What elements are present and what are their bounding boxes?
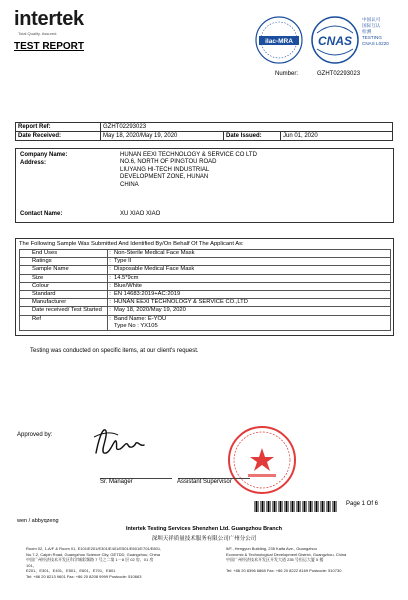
report-ref-table [15, 122, 393, 141]
barcode-bar [328, 501, 330, 512]
sample-intro: The Following Sample Was Submitted And Identified By/On Behalf Of The Applicant As: [19, 241, 244, 247]
sample-key: Standard [20, 290, 108, 298]
barcode-bar [322, 501, 324, 512]
barcode-bar [278, 501, 279, 512]
barcode-bar [332, 501, 333, 512]
barcode-bar [314, 501, 315, 512]
company-box [15, 148, 394, 223]
barcode-bar [296, 501, 297, 512]
barcode-bar [320, 501, 321, 512]
date-received-value: May 18, 2020/May 19, 2020 [101, 132, 224, 141]
table-row: Manufacturer : HUNAN EEXI TECHNOLOGY & SERVICE CO.,LTD [20, 299, 391, 307]
barcode-bar [326, 501, 327, 512]
logo-tagline: Total Quality. Assured. [18, 31, 58, 36]
table-row: Colour : Blue/White [20, 282, 391, 290]
sample-value: May 18, 2020/May 19, 2020 [112, 307, 391, 315]
barcode-bar [268, 501, 270, 512]
ilac-mra-logo [254, 15, 304, 65]
date-issued-label: Date Issued: [224, 132, 281, 141]
barcode-bar [290, 501, 291, 512]
address-line: LIUYANG HI-TECH INDUSTRIAL [120, 166, 210, 173]
barcode-bar [274, 501, 276, 512]
sample-key: Sample Name [20, 266, 108, 274]
barcode-bar [264, 501, 265, 512]
contact-name-value: XU XIAO XIAO [120, 211, 161, 217]
barcode-bar [270, 501, 271, 512]
cnas-caption [362, 17, 389, 47]
barcode-bar [312, 501, 313, 512]
ref-line: Type No : YX105 [114, 322, 158, 329]
date-received-label: Date Received: [16, 132, 101, 141]
barcode-bar [310, 501, 312, 512]
sample-key: End Uses [20, 250, 108, 258]
report-ref-value: GZHT02293023 [101, 123, 393, 132]
footer-company-en: Intertek Testing Services Shenzhen Ltd. Guangzhou Branch [125, 526, 283, 532]
barcode-bar [260, 501, 261, 512]
sample-box [15, 238, 394, 336]
assistant-supervisor-label: Assistant Supervisor [177, 479, 232, 485]
footer-line: Tel: +86 20 8213 9601 Fax: +86 20 8208 9999 Postcode: 510663 [26, 573, 142, 579]
signature-image [90, 425, 150, 460]
company-name-value: HUNAN EEXI TECHNOLOGY & SERVICE CO LTD [120, 152, 257, 158]
table-row: Standard : EN 14683:2019+AC:2019 [20, 290, 391, 298]
barcode-bar [292, 501, 294, 512]
sample-value: Non-Sterile Medical Face Mask [112, 250, 391, 258]
ref-line: Band Name: E-YOU [114, 315, 167, 322]
barcode-bar [308, 501, 309, 512]
barcode-bar [254, 501, 255, 512]
sample-table [19, 249, 391, 331]
cnas-text: CNAS [317, 34, 353, 48]
address-line: NO.6, NORTH OF PINGTOU ROAD [120, 159, 217, 166]
barcode [254, 499, 338, 510]
footer-line: 101、 [26, 562, 37, 568]
sample-key: Colour [20, 282, 108, 290]
intertek-logo: intertek [14, 8, 84, 30]
company-name-label: Company Name: [20, 152, 68, 158]
barcode-bar [304, 501, 306, 512]
sample-key: Size [20, 274, 108, 282]
sample-key: Ref [20, 315, 108, 330]
date-issued-value: Jun 01, 2020 [281, 132, 393, 141]
sample-value: Blue/White [112, 282, 391, 290]
footer-line: Room 02, 1-A/F & Room 01, E101/E201/E301/E401/E501/E601/E701/E801, [26, 546, 162, 551]
company-seal-stamp [226, 424, 298, 496]
table-row: Sample Name : Disposable Medical Face Mask [20, 266, 391, 274]
address-line: CHINA [120, 181, 139, 188]
barcode-bar [266, 501, 267, 512]
cnas-caption-line: 检测 [362, 29, 372, 34]
barcode-bar [324, 501, 325, 512]
barcode-bar [298, 501, 300, 512]
barcode-bar [272, 501, 273, 512]
barcode-bar [286, 501, 288, 512]
barcode-bar [294, 501, 295, 512]
table-row: End Uses : Non-Sterile Medical Face Mask [20, 250, 391, 258]
table-row: Date received/ Test Started : May 18, 2020/May 19, 2020 [20, 307, 391, 315]
sample-value: Type II [112, 258, 391, 266]
approved-by-label: Approved by: [17, 432, 53, 438]
sample-value: Disposable Medical Face Mask [112, 266, 391, 274]
sr-manager-label: Sr. Manager [100, 479, 133, 485]
barcode-bar [262, 501, 264, 512]
address-label: Address: [20, 160, 47, 166]
sample-value: HUNAN EEXI TECHNOLOGY & SERVICE CO.,LTD [112, 299, 391, 307]
sample-value: EN 14683:2019+AC:2019 [112, 290, 391, 298]
footer-line: 中国广州经济技术开发区科学城彩频路 7 号之二第 1－8 层 02 房、01 房 [26, 557, 154, 562]
testing-note: Testing was conducted on specific items, at our client's request. [30, 348, 199, 354]
barcode-bar [258, 501, 259, 512]
barcode-bar [300, 501, 301, 512]
barcode-bar [302, 501, 303, 512]
footer-left-address [26, 546, 201, 579]
barcode-bar [334, 501, 336, 512]
sample-value: 14.5*9cm [112, 274, 391, 282]
barcode-bar [288, 501, 289, 512]
barcode-bar [284, 501, 285, 512]
table-row: Ref : Band Name: E-YOU Type No : YX105 [20, 315, 391, 330]
footer-right-address [226, 546, 401, 574]
cnas-caption-line: TESTING [362, 35, 382, 40]
footer-line: E201、E301、E401、E501、E601、E701、E801 [26, 568, 116, 573]
cnas-logo [309, 15, 361, 65]
sample-key: Date received/ Test Started [20, 307, 108, 315]
page-number: Page 1 Of 6 [346, 501, 379, 507]
sample-key: Ratings [20, 258, 108, 266]
number-label: Number: [275, 71, 299, 77]
contact-name-label: Contact Name: [20, 211, 63, 217]
sample-value [112, 315, 391, 330]
footer-line: Tel: +86 20 8396 6868 Fax: +86 20 8222 8169 Postcode: 510730 [226, 568, 342, 573]
barcode-bar [336, 501, 337, 512]
barcode-bar [318, 501, 319, 512]
footer-line: No.7-2, Caipin Road, Guangzhou Science City, GETDD, Guangzhou, China [26, 551, 160, 557]
barcode-bar [256, 501, 258, 512]
barcode-bar [280, 501, 282, 512]
cnas-caption-line: 国际互认 [362, 23, 381, 28]
company-address-block [120, 152, 257, 189]
sample-key: Manufacturer [20, 299, 108, 307]
cnas-caption-line: 中国认可 [362, 17, 381, 22]
barcode-bar [282, 501, 283, 512]
footer-line: 中国广州经济技术开发区开发大道 235 号恒运大厦 5 楼 [226, 557, 324, 562]
footer-line: Economic & Technological Development District, Guangzhou, China [226, 551, 347, 557]
cnas-caption-line: CNAS L0220 [362, 41, 389, 46]
page-title: TEST REPORT [14, 41, 85, 52]
table-row: Ratings : Type II [20, 258, 391, 266]
author-initials: wen / abbyqzeng [17, 518, 59, 524]
barcode-bar [330, 501, 331, 512]
address-line: DEVELOPMENT ZONE, HUNAN [120, 174, 209, 181]
footer-company-cn: 深圳天祥质量技术服务有限公司广州分公司 [151, 536, 257, 542]
barcode-bar [276, 501, 277, 512]
table-row: Size : 14.5*9cm [20, 274, 391, 282]
footer-line: 5/F., Hengyun Building, 235 Kaifa Ave., Guangzhou [226, 546, 317, 551]
ilac-mra-text: ilac-MRA [265, 38, 293, 45]
report-ref-label: Report Ref: [16, 123, 101, 132]
number-value: GZHT02293023 [317, 71, 361, 77]
barcode-bar [316, 501, 318, 512]
barcode-bar [306, 501, 307, 512]
